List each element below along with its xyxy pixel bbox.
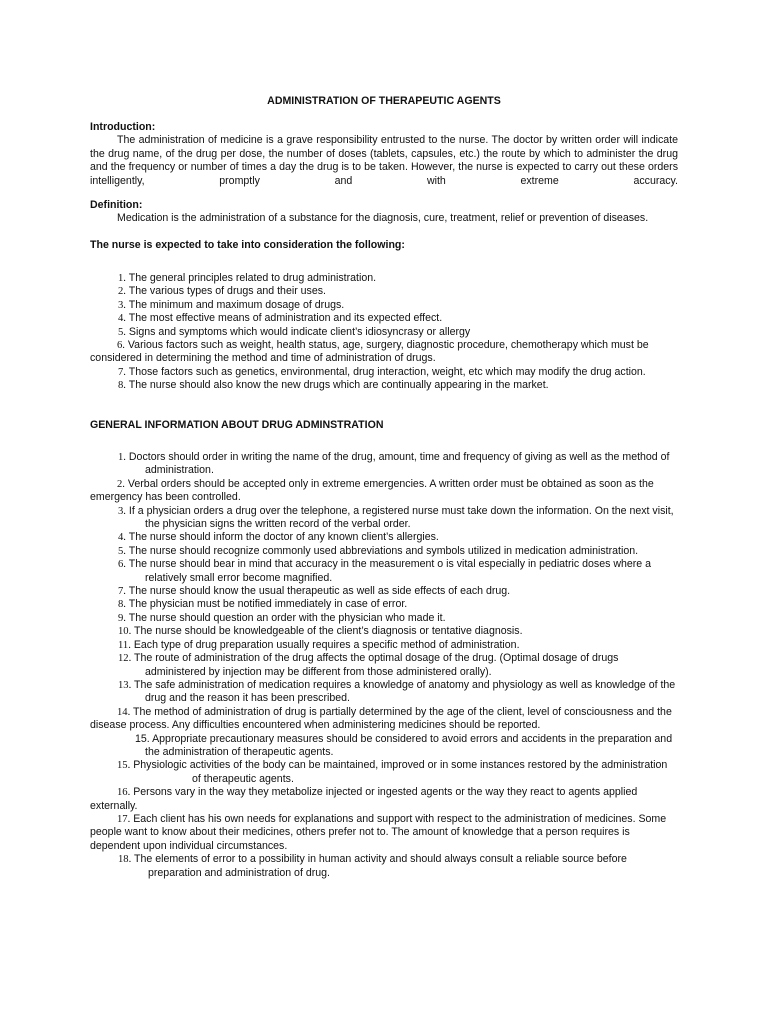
list-item: 5. The nurse should recognize commonly used abbreviations and symbols utilized in medication administration.: [118, 544, 639, 557]
list-item: 18. The elements of error to a possibility in human activity and should always consult a reliable source before preparation and administration of drug.: [118, 853, 627, 879]
list-item: 1. The general principles related to drug administration.: [118, 272, 377, 284]
list-item: 3. The minimum and maximum dosage of drugs.: [118, 298, 345, 311]
list-item: 8. The physician must be notified immediately in case of error.: [118, 598, 408, 611]
consideration-list: [90, 272, 678, 393]
list-item: 13. The safe administration of medication requires a knowledge of anatomy and physiology as well as knowledge of the drug and the reason it has been prescribed.: [118, 678, 676, 705]
list-item: 11. Each type of drug preparation usually requires a specific method of administration.: [118, 638, 520, 651]
consideration-heading-wrap: [90, 239, 678, 252]
list-item: 2. Verbal orders should be accepted only in extreme emergencies. A written order must be obtained as soon as the emergency has been controlled.: [90, 477, 654, 504]
list-item: 12. The route of administration of the drug affects the optimal dosage of the drug. (Optimal dosage of drugs administered by injection may be different from those administered orally).: [118, 652, 619, 678]
definition-section: [90, 199, 678, 226]
list-item: 8. The nurse should also know the new drugs which are continually appearing in the market.: [118, 379, 549, 392]
general-info-heading: GENERAL INFORMATION ABOUT DRUG ADMINSTRATION: [90, 419, 384, 431]
list-item: 15. Physiologic activities of the body can be maintained, improved or in some instances restored by the administration of therapeutic agents.: [117, 759, 668, 785]
list-item: 3. If a physician orders a drug over the telephone, a registered nurse must take down the information. On the next visit, the physician signs the written record of the verbal order.: [118, 504, 674, 531]
list-item: 15. Appropriate precautionary measures should be considered to avoid errors and accidents in the preparation and the administration of therapeutic agents.: [135, 732, 673, 758]
list-item: 9. The nurse should question an order with the physician who made it.: [118, 611, 446, 624]
general-heading-wrap: [90, 419, 678, 432]
list-item: 4. The most effective means of administration and its expected effect.: [118, 312, 443, 325]
list-item: 2. The various types of drugs and their uses.: [118, 285, 326, 298]
list-item: 4. The nurse should inform the doctor of any known client’s allergies.: [118, 531, 439, 544]
introduction-section: [90, 121, 678, 201]
consideration-heading: The nurse is expected to take into consideration the following:: [90, 239, 405, 251]
list-item: 7. Those factors such as genetics, environmental, drug interaction, weight, etc which may modify the drug action.: [118, 365, 646, 378]
list-item: 14. The method of administration of drug is partially determined by the age of the client, level of consciousness and the disease process. Any difficulties encountered when administering medicines should be reported.: [90, 705, 672, 732]
introduction-text: The administration of medicine is a grave responsibility entrusted to the nurse. The doctor by written order will indicate the drug name, of the drug per dose, the number of doses (tablets, capsules, etc.) the route by which to administer the drug and the frequency or number of times a day the drug is to be taken. However, the nurse is expected to carry out these orders intelligently, promptly and with extreme accuracy.: [90, 134, 678, 187]
list-item: 5. Signs and symptoms which would indicate client’s idiosyncrasy or allergy: [118, 325, 471, 338]
list-item: 1. Doctors should order in writing the name of the drug, amount, time and frequency of giving as well as the method of administration.: [118, 451, 670, 477]
list-item: 7. The nurse should know the usual therapeutic as well as side effects of each drug.: [118, 585, 511, 598]
document-title: ADMINISTRATION OF THERAPEUTIC AGENTS: [267, 95, 501, 107]
list-item: 6. Various factors such as weight, health status, age, surgery, diagnostic procedure, chemotherapy which must be considered in determining the method and time of administration of drugs.: [90, 339, 649, 365]
definition-heading: Definition:: [90, 199, 143, 211]
list-item: 17. Each client has his own needs for explanations and support with respect to the administration of medicines. Some people want to know about their medicines, others prefer not to. The amount of knowledge that a person requires is dependent upon individual circumstances.: [90, 812, 667, 852]
list-item: 10. The nurse should be knowledgeable of the client’s diagnosis or tentative diagnosis.: [118, 625, 523, 638]
list-item: 16. Persons vary in the way they metabolize injected or ingested agents or the way they react to agents applied externally.: [90, 786, 638, 812]
definition-text: Medication is the administration of a substance for the diagnosis, cure, treatment, relief or prevention of diseases.: [117, 212, 649, 225]
introduction-heading: Introduction:: [90, 121, 156, 133]
general-info-list: [90, 451, 678, 880]
list-item: 6. The nurse should bear in mind that accuracy in the measurement o is vital especially in pediatric doses where a relatively small error become magnified.: [118, 558, 652, 584]
